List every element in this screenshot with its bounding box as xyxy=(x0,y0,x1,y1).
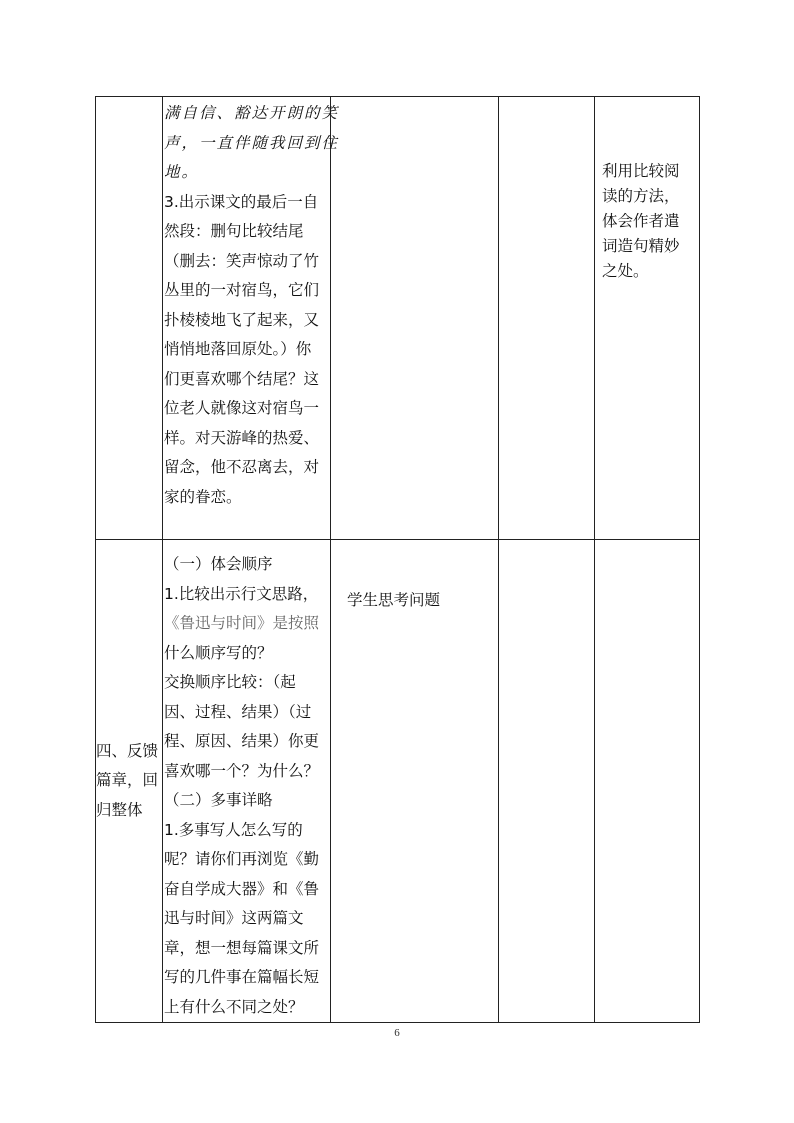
design-line: 读的方法， xyxy=(602,187,680,205)
teacher-line: 位老人就像这对宿鸟一 xyxy=(164,399,320,417)
design-line: 词造句精妙 xyxy=(602,237,680,255)
teacher-line: 悄悄地落回原处。）你 xyxy=(164,340,312,358)
teacher-line: （二）多事详略 xyxy=(164,791,273,809)
teacher-line: 《鲁迅与时间》是按照 xyxy=(164,614,320,632)
teacher-line: （删去：笑声惊动了竹 xyxy=(164,251,320,270)
teacher-line: 家的眷恋。 xyxy=(164,487,242,506)
blank-cell xyxy=(499,540,595,1023)
teacher-line: 声，一直伴随我回到住 xyxy=(164,133,340,152)
blank-cell xyxy=(499,97,595,540)
design-intent-cell xyxy=(595,97,700,540)
design-line: 体会作者遣 xyxy=(602,212,680,230)
teacher-line: 交换顺序比较：（起 xyxy=(164,673,296,691)
teacher-line: 奋自学成大器》和《鲁 xyxy=(164,879,320,898)
teacher-line: 迅与时间》这两篇文 xyxy=(164,909,304,927)
student-activity-cell xyxy=(331,97,499,540)
stage-cell xyxy=(96,97,163,540)
teacher-line: 地。 xyxy=(164,163,200,181)
table-row xyxy=(96,97,700,540)
teacher-line: 留念，他不忍离去，对 xyxy=(164,458,320,476)
teacher-line: 上有什么不同之处？ xyxy=(164,997,304,1016)
teacher-line: 喜欢哪一个？为什么？ xyxy=(164,761,320,780)
student-activity-cell xyxy=(331,540,499,1023)
stage-line: 归整体 xyxy=(96,800,143,819)
design-line: 利用比较阅 xyxy=(602,162,680,180)
teacher-activity-cell xyxy=(163,540,331,1023)
teacher-line: 然段：删句比较结尾 xyxy=(164,222,304,240)
page-number: 6 xyxy=(394,1027,400,1039)
teacher-activity-cell xyxy=(163,97,340,540)
teacher-line: 们更喜欢哪个结尾？这 xyxy=(164,369,320,388)
teacher-line: 3.出示课文的最后一自 xyxy=(164,192,319,211)
teacher-line: 章，想一想每篇课文所 xyxy=(164,938,320,957)
teacher-line: 1.比较出示行文思路， xyxy=(164,584,319,603)
teacher-line: 扑棱棱地飞了起来，又 xyxy=(164,310,320,329)
teacher-line: 什么顺序写的？ xyxy=(164,643,273,662)
stage-line: 篇章，回 xyxy=(96,771,159,790)
teacher-line: 因、过程、结果）（过 xyxy=(164,702,312,721)
stage-line: 四、反馈 xyxy=(96,741,159,760)
stage-cell xyxy=(96,540,163,1023)
teacher-line: 程、原因、结果）你更 xyxy=(164,732,320,750)
student-activity-text: 学生思考问题 xyxy=(347,591,441,609)
design-intent-cell xyxy=(595,540,700,1023)
teacher-line: 呢？请你们再浏览《勤 xyxy=(164,850,320,868)
teacher-line: 写的几件事在篇幅长短 xyxy=(164,968,320,986)
teacher-line: 样。对天游峰的热爱、 xyxy=(164,428,320,447)
teacher-line: 1.多事写人怎么写的 xyxy=(164,820,303,839)
teacher-line: 丛里的一对宿鸟，它们 xyxy=(164,281,320,299)
teacher-line: 满自信、豁达开朗的笑 xyxy=(164,104,340,122)
teacher-line: （一）体会顺序 xyxy=(164,555,273,573)
table-row xyxy=(96,540,700,1023)
lesson-plan-table xyxy=(95,96,700,1023)
design-line: 之处。 xyxy=(602,262,649,280)
